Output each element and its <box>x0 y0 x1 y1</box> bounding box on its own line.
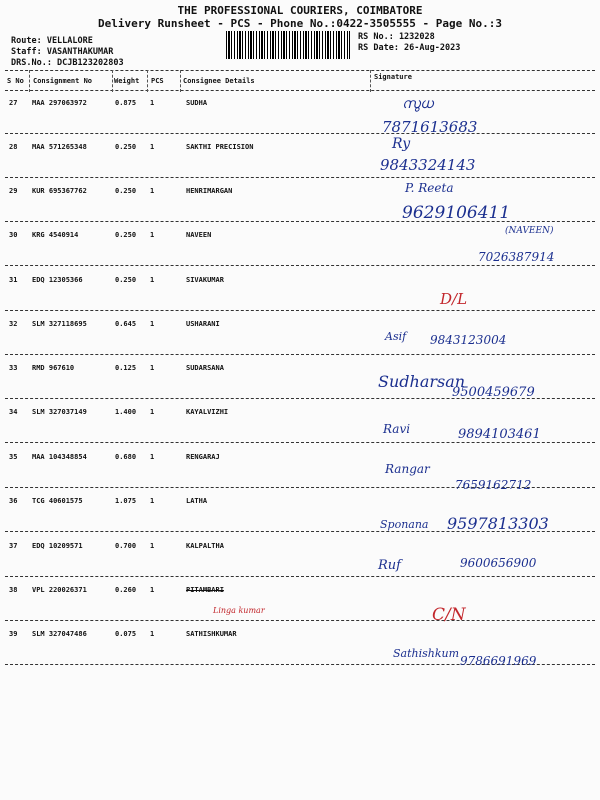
row-pieces: 1 <box>150 408 155 416</box>
row-separator <box>5 177 595 178</box>
row-serial-number: 39 <box>9 630 18 638</box>
row-pieces: 1 <box>150 276 155 284</box>
row-weight: 0.250 <box>115 276 137 284</box>
row-consignee-name: KALPALTHA <box>186 542 224 550</box>
row-consignee-name: SIVAKUMAR <box>186 276 224 284</box>
row-weight: 0.260 <box>115 586 137 594</box>
drs-number: DRS.No.: DCJB123202803 <box>11 58 124 68</box>
row-weight: 0.125 <box>115 364 137 372</box>
row-separator <box>5 133 595 134</box>
row-pieces: 1 <box>150 497 155 505</box>
row-serial-number: 34 <box>9 408 18 416</box>
row-weight: 0.075 <box>115 630 137 638</box>
row-consignment-number: EDQ 12305366 <box>32 276 83 284</box>
row-consignment-number: EDQ 10209571 <box>32 542 83 550</box>
row-separator <box>5 265 595 266</box>
row-separator <box>5 310 595 311</box>
col-divider <box>112 70 113 92</box>
row-weight: 0.250 <box>115 187 137 195</box>
row-pieces: 1 <box>150 99 155 107</box>
handwritten-signature: D/L <box>440 290 468 308</box>
col-divider <box>370 70 371 92</box>
row-separator <box>5 354 595 355</box>
row-pieces: 1 <box>150 231 155 239</box>
handwritten-phone: 9629106411 <box>402 203 511 223</box>
row-pieces: 1 <box>150 143 155 151</box>
header-bottom-rule <box>5 90 595 91</box>
row-consignee-name: SUDHA <box>186 99 208 107</box>
row-consignment-number: TCG 40601575 <box>32 497 83 505</box>
handwritten-phone: 9500459679 <box>452 385 535 400</box>
handwritten-phone: 9894103461 <box>458 427 541 442</box>
row-consignment-number: MAA 297063972 <box>32 99 87 107</box>
handwritten-phone: 9786691969 <box>460 654 537 668</box>
handwritten-signature: സുധ <box>402 96 433 112</box>
row-serial-number: 38 <box>9 586 18 594</box>
row-weight: 0.645 <box>115 320 137 328</box>
handwritten-signature: Rangar <box>385 462 430 476</box>
row-pieces: 1 <box>150 630 155 638</box>
handwritten-signature: C/N <box>432 605 466 625</box>
row-separator <box>5 620 595 621</box>
handwritten-phone: 9600656900 <box>460 556 537 570</box>
row-separator <box>5 442 595 443</box>
rs-number: RS No.: 1232028 <box>358 32 435 42</box>
company-title: THE PROFESSIONAL COURIERS, COIMBATORE <box>177 4 423 17</box>
col-header-consignment: Consignment No <box>33 77 93 85</box>
col-header-weight: Weight <box>114 77 140 85</box>
row-consignee-name: SATHISHKUMAR <box>186 630 237 638</box>
row-pieces: 1 <box>150 586 155 594</box>
handwritten-signature: Asif <box>385 330 407 343</box>
row-pieces: 1 <box>150 453 155 461</box>
handwritten-signature: Ruf <box>378 558 401 573</box>
runsheet-title: Delivery Runsheet - PCS - Phone No.:0422-3505555 - Page No.:3 <box>98 17 502 30</box>
handwritten-signature: Sponana <box>380 518 429 531</box>
route-label: Route: VELLALORE <box>11 36 93 46</box>
row-serial-number: 29 <box>9 187 18 195</box>
row-weight: 0.875 <box>115 99 137 107</box>
row-weight: 1.075 <box>115 497 137 505</box>
col-header-signature: Signature <box>374 73 412 81</box>
handwritten-phone: 9843123004 <box>430 333 507 347</box>
col-divider <box>180 70 181 92</box>
col-header-pcs: PCS <box>151 77 164 85</box>
rs-date: RS Date: 26-Aug-2023 <box>358 43 461 53</box>
row-consignment-number: KRG 4540914 <box>32 231 79 239</box>
handwritten-phone: 7659162712 <box>455 478 532 492</box>
row-serial-number: 30 <box>9 231 18 239</box>
handwritten-signature: (NAVEEN) <box>505 226 554 236</box>
row-pieces: 1 <box>150 364 155 372</box>
row-weight: 0.700 <box>115 542 137 550</box>
handwritten-note: Linga kumar <box>213 606 265 615</box>
row-serial-number: 28 <box>9 143 18 151</box>
row-weight: 0.250 <box>115 143 137 151</box>
row-pieces: 1 <box>150 542 155 550</box>
row-consignee-name: SUDARSANA <box>186 364 224 372</box>
row-serial-number: 36 <box>9 497 18 505</box>
handwritten-phone: 9843324143 <box>380 156 476 174</box>
row-serial-number: 33 <box>9 364 18 372</box>
row-consignment-number: SLM 327118695 <box>32 320 87 328</box>
row-consignment-number: SLM 327047486 <box>32 630 87 638</box>
row-pieces: 1 <box>150 187 155 195</box>
handwritten-signature: Ravi <box>383 422 411 436</box>
row-serial-number: 35 <box>9 453 18 461</box>
handwritten-phone: 7871613683 <box>382 118 478 136</box>
row-serial-number: 32 <box>9 320 18 328</box>
handwritten-phone: 9597813303 <box>447 514 549 533</box>
row-pieces: 1 <box>150 320 155 328</box>
header-top-rule <box>5 70 595 71</box>
row-separator <box>5 576 595 577</box>
row-consignment-number: RMD 967610 <box>32 364 75 372</box>
barcode-icon <box>226 31 350 59</box>
row-consignee-name: LATHA <box>186 497 208 505</box>
row-serial-number: 27 <box>9 99 18 107</box>
handwritten-signature: Sathishkum <box>393 647 460 660</box>
row-consignee-name: PITAMBARI <box>186 586 224 594</box>
row-consignee-name: NAVEEN <box>186 231 212 239</box>
row-consignment-number: MAA 104348854 <box>32 453 87 461</box>
row-consignment-number: SLM 327037149 <box>32 408 87 416</box>
row-consignee-name: HENRIMARGAN <box>186 187 233 195</box>
handwritten-signature: Sudharsan <box>378 372 466 391</box>
row-consignee-name: USHARANI <box>186 320 220 328</box>
row-weight: 0.250 <box>115 231 137 239</box>
col-header-consignee: Consignee Details <box>183 77 255 85</box>
row-serial-number: 37 <box>9 542 18 550</box>
row-consignment-number: KUR 695367762 <box>32 187 87 195</box>
row-consignee-name: SAKTHI PRECISION <box>186 143 254 151</box>
row-consignment-number: MAA 571265348 <box>32 143 87 151</box>
staff-label: Staff: VASANTHAKUMAR <box>11 47 114 57</box>
row-consignee-name: KAYALVIZHI <box>186 408 229 416</box>
col-divider <box>147 70 148 92</box>
row-weight: 1.400 <box>115 408 137 416</box>
col-divider <box>29 70 30 92</box>
handwritten-signature: P. Reeta <box>405 181 454 195</box>
handwritten-signature: Ry <box>392 136 411 152</box>
row-serial-number: 31 <box>9 276 18 284</box>
col-header-sno: S No <box>7 77 24 85</box>
row-consignee-name: RENGARAJ <box>186 453 220 461</box>
handwritten-phone: 7026387914 <box>478 250 555 264</box>
row-consignment-number: VPL 220026371 <box>32 586 87 594</box>
row-weight: 0.680 <box>115 453 137 461</box>
